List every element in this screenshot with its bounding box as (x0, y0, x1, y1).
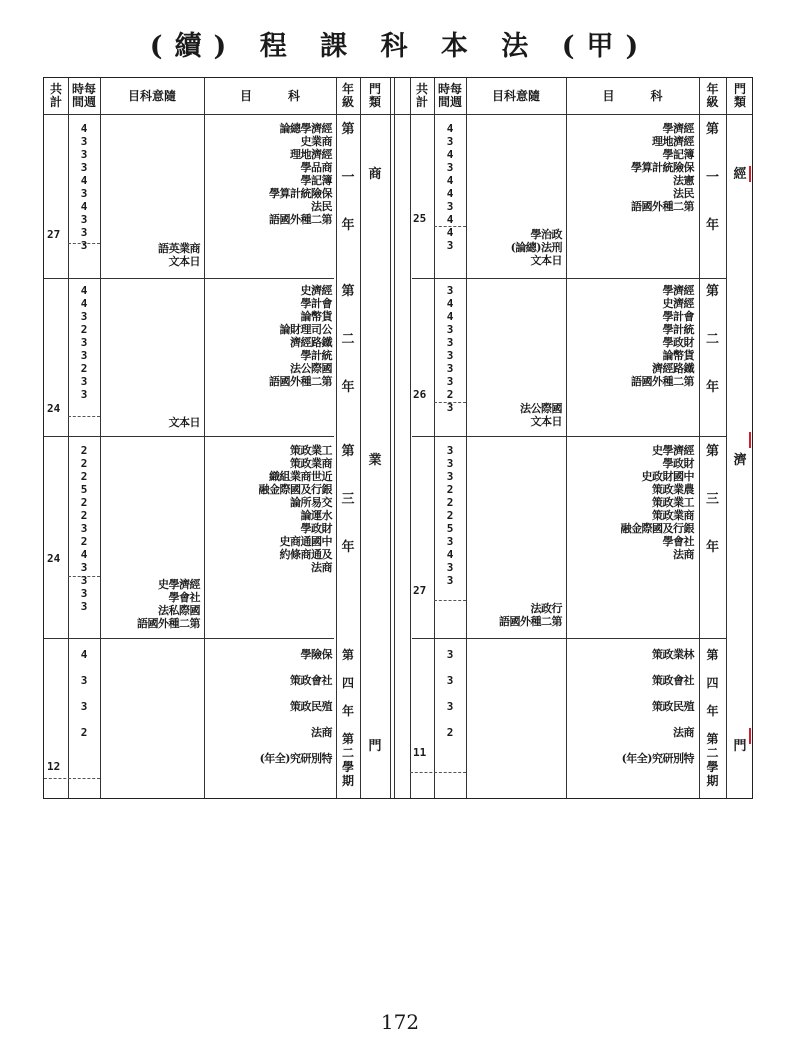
elective-subjects: 文本日 (168, 416, 200, 429)
total-hours: 26 (413, 388, 427, 401)
curriculum-table (43, 77, 753, 799)
total-hours: 25 (413, 212, 427, 225)
grid-line (410, 78, 411, 798)
header-division: 門 類 (733, 82, 746, 109)
weekly-hours: 4 3 3 3 4 3 4 3 3 3 (80, 122, 88, 252)
section-rule (412, 638, 727, 639)
sub-rule (68, 416, 100, 417)
sub-rule (44, 778, 100, 779)
header-elective: 目科意隨 (491, 89, 540, 103)
center-divider (390, 78, 395, 798)
section-rule (412, 436, 727, 437)
required-subjects: 學險保 策政會社 策政民殖 法商 (年全)究研別特 (259, 648, 332, 765)
year-label: 第 二 年 (705, 284, 719, 395)
header-year: 年 級 (341, 82, 354, 109)
division-label: 經 濟 門 (733, 167, 747, 754)
year-label: 第 四 年 第 二 學 期 (706, 648, 719, 788)
section-rule (44, 638, 334, 639)
year-label: 第 三 年 (705, 444, 719, 555)
header-subjects: 目 科 (602, 89, 663, 103)
required-subjects: 史學濟經 學政財 史政財國中 策政業農 策政業工 策政業商 融金際國及行銀 學會社 法商 (620, 444, 694, 561)
header-hours: 時每 間週 (437, 82, 462, 109)
required-subjects: 策政業林 策政會社 策政民殖 法商 (年全)究研別特 (621, 648, 694, 765)
margin-mark (749, 166, 751, 182)
elective-subjects: 法公際國 文本日 (520, 402, 562, 428)
total-hours: 11 (413, 746, 427, 759)
weekly-hours: 3 3 3 2 2 2 5 3 4 3 3 (446, 444, 454, 587)
page-title: (續) 程 課 科 本 法 (甲) (149, 31, 651, 62)
total-hours: 12 (47, 760, 61, 773)
weekly-hours: 3 4 4 3 3 3 3 3 2 3 (446, 284, 454, 414)
header-total: 共 計 (415, 82, 428, 109)
year-label: 第 一 年 (705, 122, 719, 233)
header-division: 門 類 (368, 82, 381, 109)
margin-mark (749, 728, 751, 744)
total-hours: 24 (47, 402, 61, 415)
margin-mark (749, 432, 751, 448)
weekly-hours: 4 3 4 3 4 4 3 4 4 3 (446, 122, 454, 252)
required-subjects: 論總學濟經 史業商 理地濟經 學品商 學記簿 學算計統險保 法民 語國外種二第 (269, 122, 332, 226)
total-hours: 27 (47, 228, 61, 241)
year-label: 第 一 年 (341, 122, 355, 233)
year-label: 第 四 年 第 二 學 期 (341, 648, 354, 788)
sub-rule (410, 772, 466, 773)
header-hours: 時每 間週 (71, 82, 96, 109)
total-hours: 24 (47, 552, 61, 565)
required-subjects: 學濟經 史濟經 學計會 學計統 學政財 論幣貨 濟經路鐵 語國外種二第 (631, 284, 694, 388)
header-subjects: 目 科 (239, 89, 300, 103)
grid-line (466, 78, 467, 798)
weekly-hours: 4 3 3 2 (80, 648, 88, 739)
weekly-hours: 4 4 3 2 3 3 2 3 3 (80, 284, 88, 401)
year-label: 第 二 年 (341, 284, 355, 395)
header-rule (44, 114, 752, 115)
section-rule (412, 278, 727, 279)
year-label: 第 三 年 (341, 444, 355, 555)
elective-subjects: 語英業商 文本日 (158, 242, 200, 268)
elective-subjects: 學治政 (論總)法刑 文本日 (510, 228, 562, 267)
elective-subjects: 史學濟經 學會社 法私際國 語國外種二第 (137, 578, 200, 630)
weekly-hours: 3 3 3 2 (446, 648, 454, 739)
header-year: 年 級 (706, 82, 719, 109)
section-rule (44, 436, 334, 437)
header-elective: 目科意隨 (127, 89, 176, 103)
grid-line (204, 78, 205, 798)
sub-rule (434, 600, 466, 601)
grid-line (566, 78, 567, 798)
required-subjects: 策政業工 策政業商 織組業商世近 融金際國及行銀 論所易交 論運水 學政財 史商通國中 約條商通及 法商 (258, 444, 332, 574)
division-label: 商 業 門 (368, 167, 382, 754)
required-subjects: 史濟經 學計會 論幣貨 論財理司公 濟經路鐵 學計統 法公際國 語國外種二第 (269, 284, 332, 388)
grid-line (100, 78, 101, 798)
page-number: 172 (380, 1010, 420, 1034)
elective-subjects: 法政行 語國外種二第 (499, 602, 562, 628)
weekly-hours: 2 2 2 5 2 2 3 2 4 3 3 3 3 (80, 444, 88, 613)
total-hours: 27 (413, 584, 427, 597)
section-rule (44, 278, 334, 279)
header-total: 共 計 (49, 82, 62, 109)
required-subjects: 學濟經 理地濟經 學記簿 學算計統險保 法憲 法民 語國外種二第 (631, 122, 694, 213)
